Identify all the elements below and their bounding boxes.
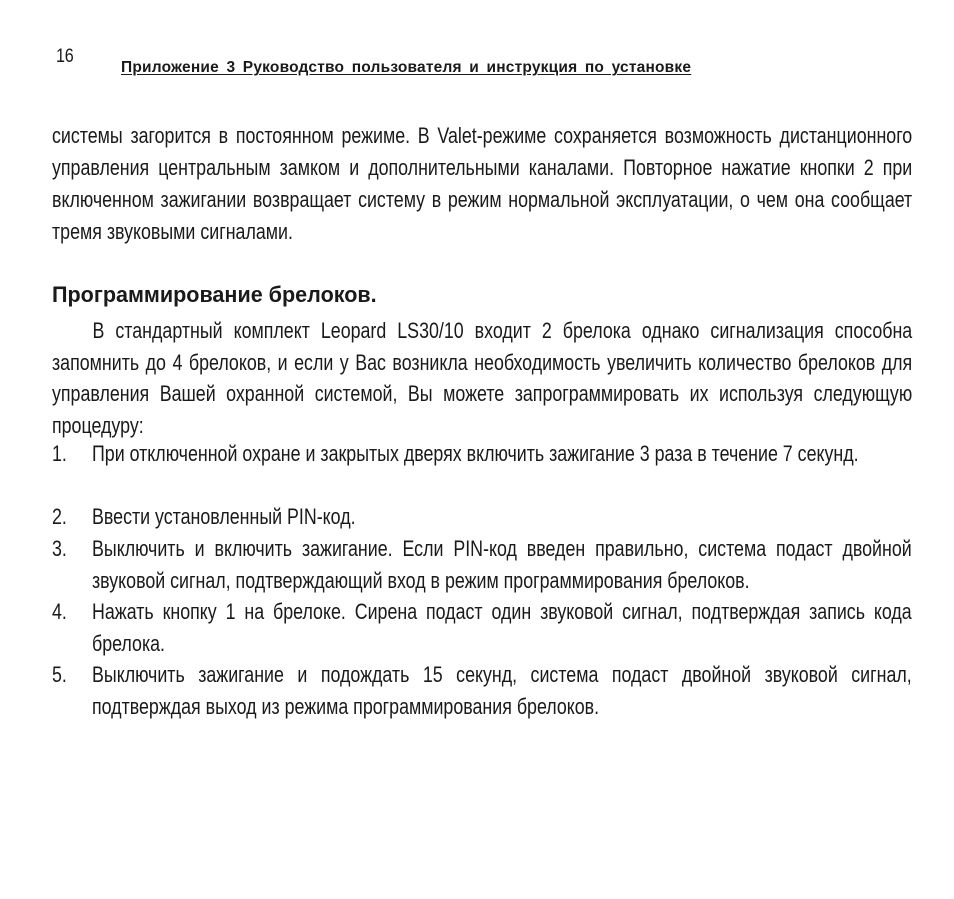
step-text: При отключенной охране и закрытых дверях включить зажигание 3 раза в течение 7 секунд. bbox=[92, 441, 859, 466]
list-item bbox=[52, 596, 912, 659]
step-number: 4. bbox=[52, 599, 67, 624]
procedure-list bbox=[52, 438, 912, 722]
step-text: Выключить зажигание и подождать 15 секунд, система подаст двойной звуковой сигнал, подтверждая выход из режима программирования брелоков. bbox=[92, 662, 912, 719]
list-item bbox=[52, 659, 912, 722]
section-title: Программирование брелоков. bbox=[52, 282, 377, 307]
intro-paragraph: системы загорится в постоянном режиме. В Valet-режиме сохраняется возможность дистанционного управления центральным замком и дополнительными каналами. Повторное нажатие кнопки 2 при включенном зажигании возвращает систему в режим нормальной эксплуатации, о чем она сообщает тремя звуковыми сигналами. bbox=[52, 123, 913, 244]
section-paragraph-wrap bbox=[52, 315, 912, 441]
step-number: 5. bbox=[52, 662, 67, 687]
list-item bbox=[52, 438, 912, 501]
section-paragraph: В стандартный комплект Leopard LS30/10 входит 2 брелока однако сигнализация способна запомнить до 4 брелоков, и если у Вас возникла необходимость увеличить количество брелоков для управления Вашей охранной системой, Вы можете запрограммировать их используя следующую процедуру: bbox=[52, 318, 913, 438]
step-text: Ввести установленный PIN-код. bbox=[92, 504, 356, 529]
step-number: 3. bbox=[52, 536, 67, 561]
step-text: Выключить и включить зажигание. Если PIN-код введен правильно, система подаст двойной звуковой сигнал, подтверждающий вход в режим программирования брелоков. bbox=[92, 536, 912, 593]
page-number: 16 bbox=[56, 46, 74, 67]
step-text: Нажать кнопку 1 на брелоке. Сирена подаст один звуковой сигнал, подтверждая запись кода брелока. bbox=[92, 599, 912, 656]
step-number: 1. bbox=[52, 441, 67, 466]
running-header: Приложение 3 Руководство пользователя и инструкция по установке bbox=[121, 59, 692, 76]
step-number: 2. bbox=[52, 504, 67, 529]
list-item bbox=[52, 501, 912, 533]
list-item bbox=[52, 533, 912, 596]
page-content bbox=[52, 120, 913, 719]
